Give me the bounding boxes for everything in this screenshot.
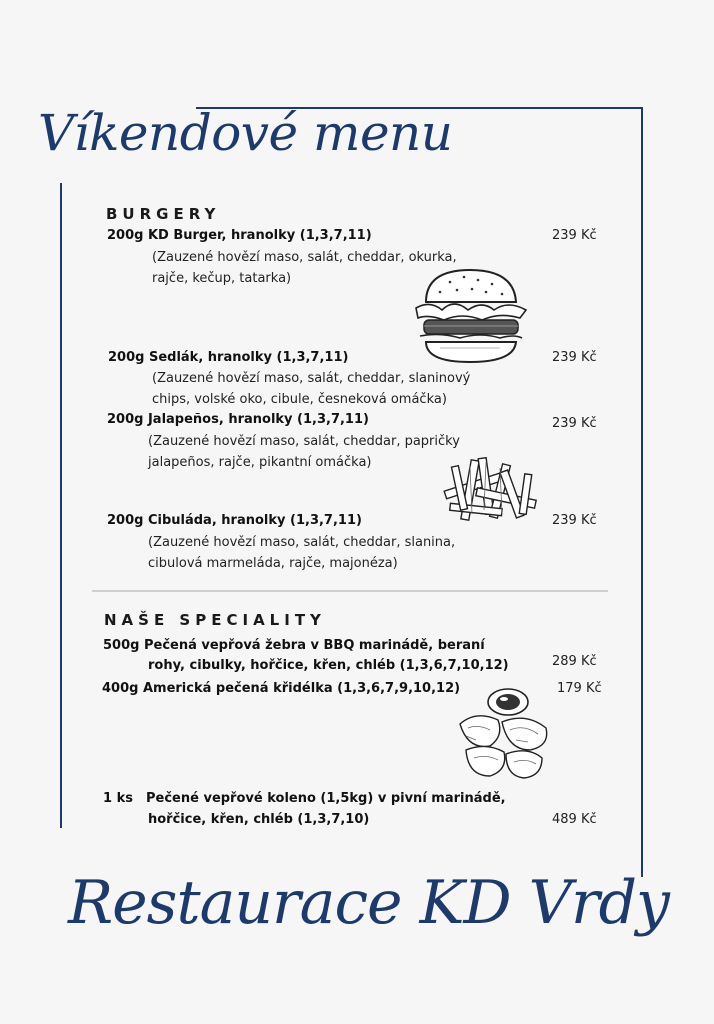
- item-desc-cibulada: (Zauzené hovězí maso, salát, cheddar, slanina, cibulová marmeláda, rajče, majonéza): [148, 535, 456, 571]
- restaurant-name: Restaurace KD Vrdy: [68, 868, 669, 938]
- item-desc-sedlak: (Zauzené hovězí maso, salát, cheddar, slaninový chips, volské oko, cibule, česneková omáčka): [152, 371, 471, 407]
- chicken-wings-illustration: [446, 684, 558, 784]
- burger-illustration: [410, 262, 532, 368]
- item-name-koleno-line2: hořčice, křen, chléb (1,3,7,10): [148, 812, 370, 827]
- section-heading-speciality: NAŠE SPECIALITY: [104, 611, 326, 629]
- fries-illustration: [436, 454, 546, 532]
- item-price-kd-burger: 239 Kč: [552, 228, 597, 243]
- item-name-koleno-line1: Pečené vepřové koleno (1,5kg) v pivní marinádě,: [146, 791, 506, 806]
- item-price-cibulada: 239 Kč: [552, 513, 597, 528]
- frame-left-line: [60, 183, 62, 828]
- item-name-kridelka: 400g Americká pečená křidélka (1,3,6,7,9,10,12): [102, 681, 461, 696]
- item-desc-kd-burger: (Zauzené hovězí maso, salát, cheddar, okurka, rajče, kečup, tatarka): [152, 250, 457, 286]
- item-qty-koleno: 1 ks: [103, 791, 133, 806]
- item-price-zebra: 289 Kč: [552, 654, 597, 669]
- menu-title: Víkendové menu: [38, 104, 453, 162]
- item-name-cibulada: 200g Cibuláda, hranolky (1,3,7,11): [107, 513, 362, 528]
- item-name-sedlak: 200g Sedlák, hranolky (1,3,7,11): [108, 350, 349, 365]
- section-heading-burgery: BURGERY: [106, 205, 221, 223]
- item-price-sedlak: 239 Kč: [552, 350, 597, 365]
- item-price-jalapenos: 239 Kč: [552, 416, 597, 431]
- item-price-kridelka: 179 Kč: [557, 681, 602, 696]
- item-desc-jalapenos: (Zauzené hovězí maso, salát, cheddar, papričky jalapeños, rajče, pikantní omáčka): [148, 434, 460, 470]
- item-name-kd-burger: 200g KD Burger, hranolky (1,3,7,11): [107, 228, 372, 243]
- section-divider: [92, 590, 608, 592]
- item-name-zebra-line2: rohy, cibulky, hořčice, křen, chléb (1,3,6,7,10,12): [148, 658, 509, 673]
- frame-right-line: [641, 107, 643, 877]
- item-price-koleno: 489 Kč: [552, 812, 597, 827]
- item-name-zebra-line1: 500g Pečená vepřová žebra v BBQ marinádě, beraní: [103, 638, 485, 653]
- item-name-jalapenos: 200g Jalapeños, hranolky (1,3,7,11): [107, 412, 369, 427]
